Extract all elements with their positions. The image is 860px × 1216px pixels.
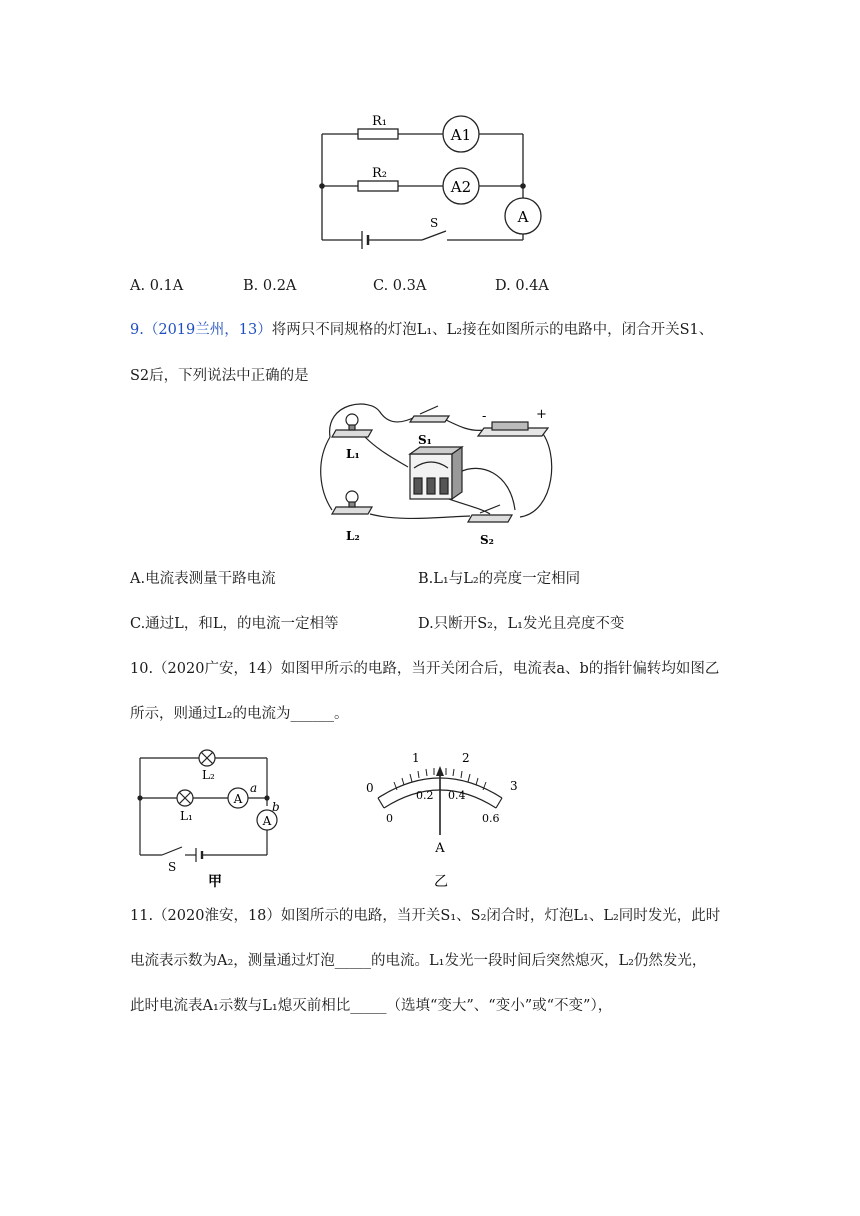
q8-option-c: C. 0.3A: [373, 278, 427, 294]
q11-text-line2: 电流表示数为A₂，测量通过灯泡_____的电流。L₁发光一段时间后突然熄灭，L₂仍然发光，: [130, 953, 707, 969]
q9-physical-circuit: [310, 392, 560, 552]
q8-option-d: D. 0.4A: [495, 278, 549, 294]
q9-option-d: D.只断开S₂，L₁发光且亮度不变: [418, 616, 625, 632]
q11-text-line3: 此时电流表A₁示数与L₁熄灭前相比_____（选填“变大”、“变小”或“不变”），: [130, 998, 613, 1014]
q9-text-line2: S2后，下列说法中正确的是: [130, 368, 309, 384]
s1-label: S₁: [418, 433, 432, 447]
s2-label: S₂: [480, 533, 494, 547]
q9-option-a: A.电流表测量干路电流: [130, 571, 276, 587]
a2-meter-label: A2: [450, 178, 472, 196]
r1-label: R₁: [372, 114, 387, 129]
q8-option-a: A. 0.1A: [130, 278, 184, 294]
dial-outer-2: 2: [462, 751, 470, 765]
l2-label: L₂: [346, 529, 360, 543]
jia-switch-label: S: [168, 860, 177, 874]
jia-l1-label: L₁: [180, 809, 193, 823]
q11-text-line1: 11.（2020淮安，18）如图所示的电路，当开关S₁、S₂闭合时，灯泡L₁、L₂同时发光，此时: [130, 908, 721, 924]
jia-a-label: a: [250, 781, 258, 795]
q9-option-b: B.L₁与L₂的亮度一定相同: [418, 571, 581, 587]
battery-plus-label: +: [536, 407, 547, 422]
dial-inner-0.4: 0.4: [448, 789, 466, 802]
dial-outer-0: 0: [366, 781, 374, 795]
q10-text-line1: 10.（2020广安，14）如图甲所示的电路，当开关闭合后，电流表a、b的指针偏转均如图乙: [130, 661, 720, 677]
yi-caption: 乙: [434, 874, 448, 890]
dial-inner-0.6: 0.6: [482, 812, 500, 825]
jia-a-meter-label: A: [233, 792, 243, 806]
dial-pointer-label: A: [435, 841, 445, 856]
a1-meter-label: A1: [450, 126, 472, 144]
q9-number: 9.: [130, 322, 144, 338]
battery-minus-label: -: [482, 409, 487, 424]
q8-circuit-diagram: [310, 110, 550, 250]
r2-label: R₂: [372, 166, 387, 181]
jia-b-meter-label: A: [262, 814, 272, 828]
dial-inner-0: 0: [386, 812, 393, 825]
q9-stem: 将两只不同规格的灯泡L₁、L₂接在如图所示的电路中，闭合开关S1、: [271, 322, 714, 338]
q10-ammeter-dial-yi: [350, 740, 540, 890]
l1-label: L₁: [346, 447, 360, 461]
q9-source: （2019兰州，13）: [143, 322, 272, 338]
dial-inner-0.2: 0.2: [416, 789, 434, 802]
jia-caption: 甲: [208, 874, 222, 890]
jia-b-label: b: [272, 800, 280, 814]
q10-text-line2: 所示，则通过L₂的电流为______。: [130, 706, 349, 722]
dial-outer-1: 1: [412, 751, 420, 765]
q10-circuit-jia: [130, 740, 290, 890]
jia-l2-label: L₂: [202, 768, 215, 782]
q9-option-c: C.通过L，和L，的电流一定相等: [130, 616, 339, 632]
a-meter-label: A: [517, 208, 529, 226]
dial-outer-3: 3: [510, 779, 518, 793]
q8-option-b: B. 0.2A: [243, 278, 297, 294]
switch-label: S: [430, 216, 439, 230]
q9-text-line1: [130, 320, 713, 340]
